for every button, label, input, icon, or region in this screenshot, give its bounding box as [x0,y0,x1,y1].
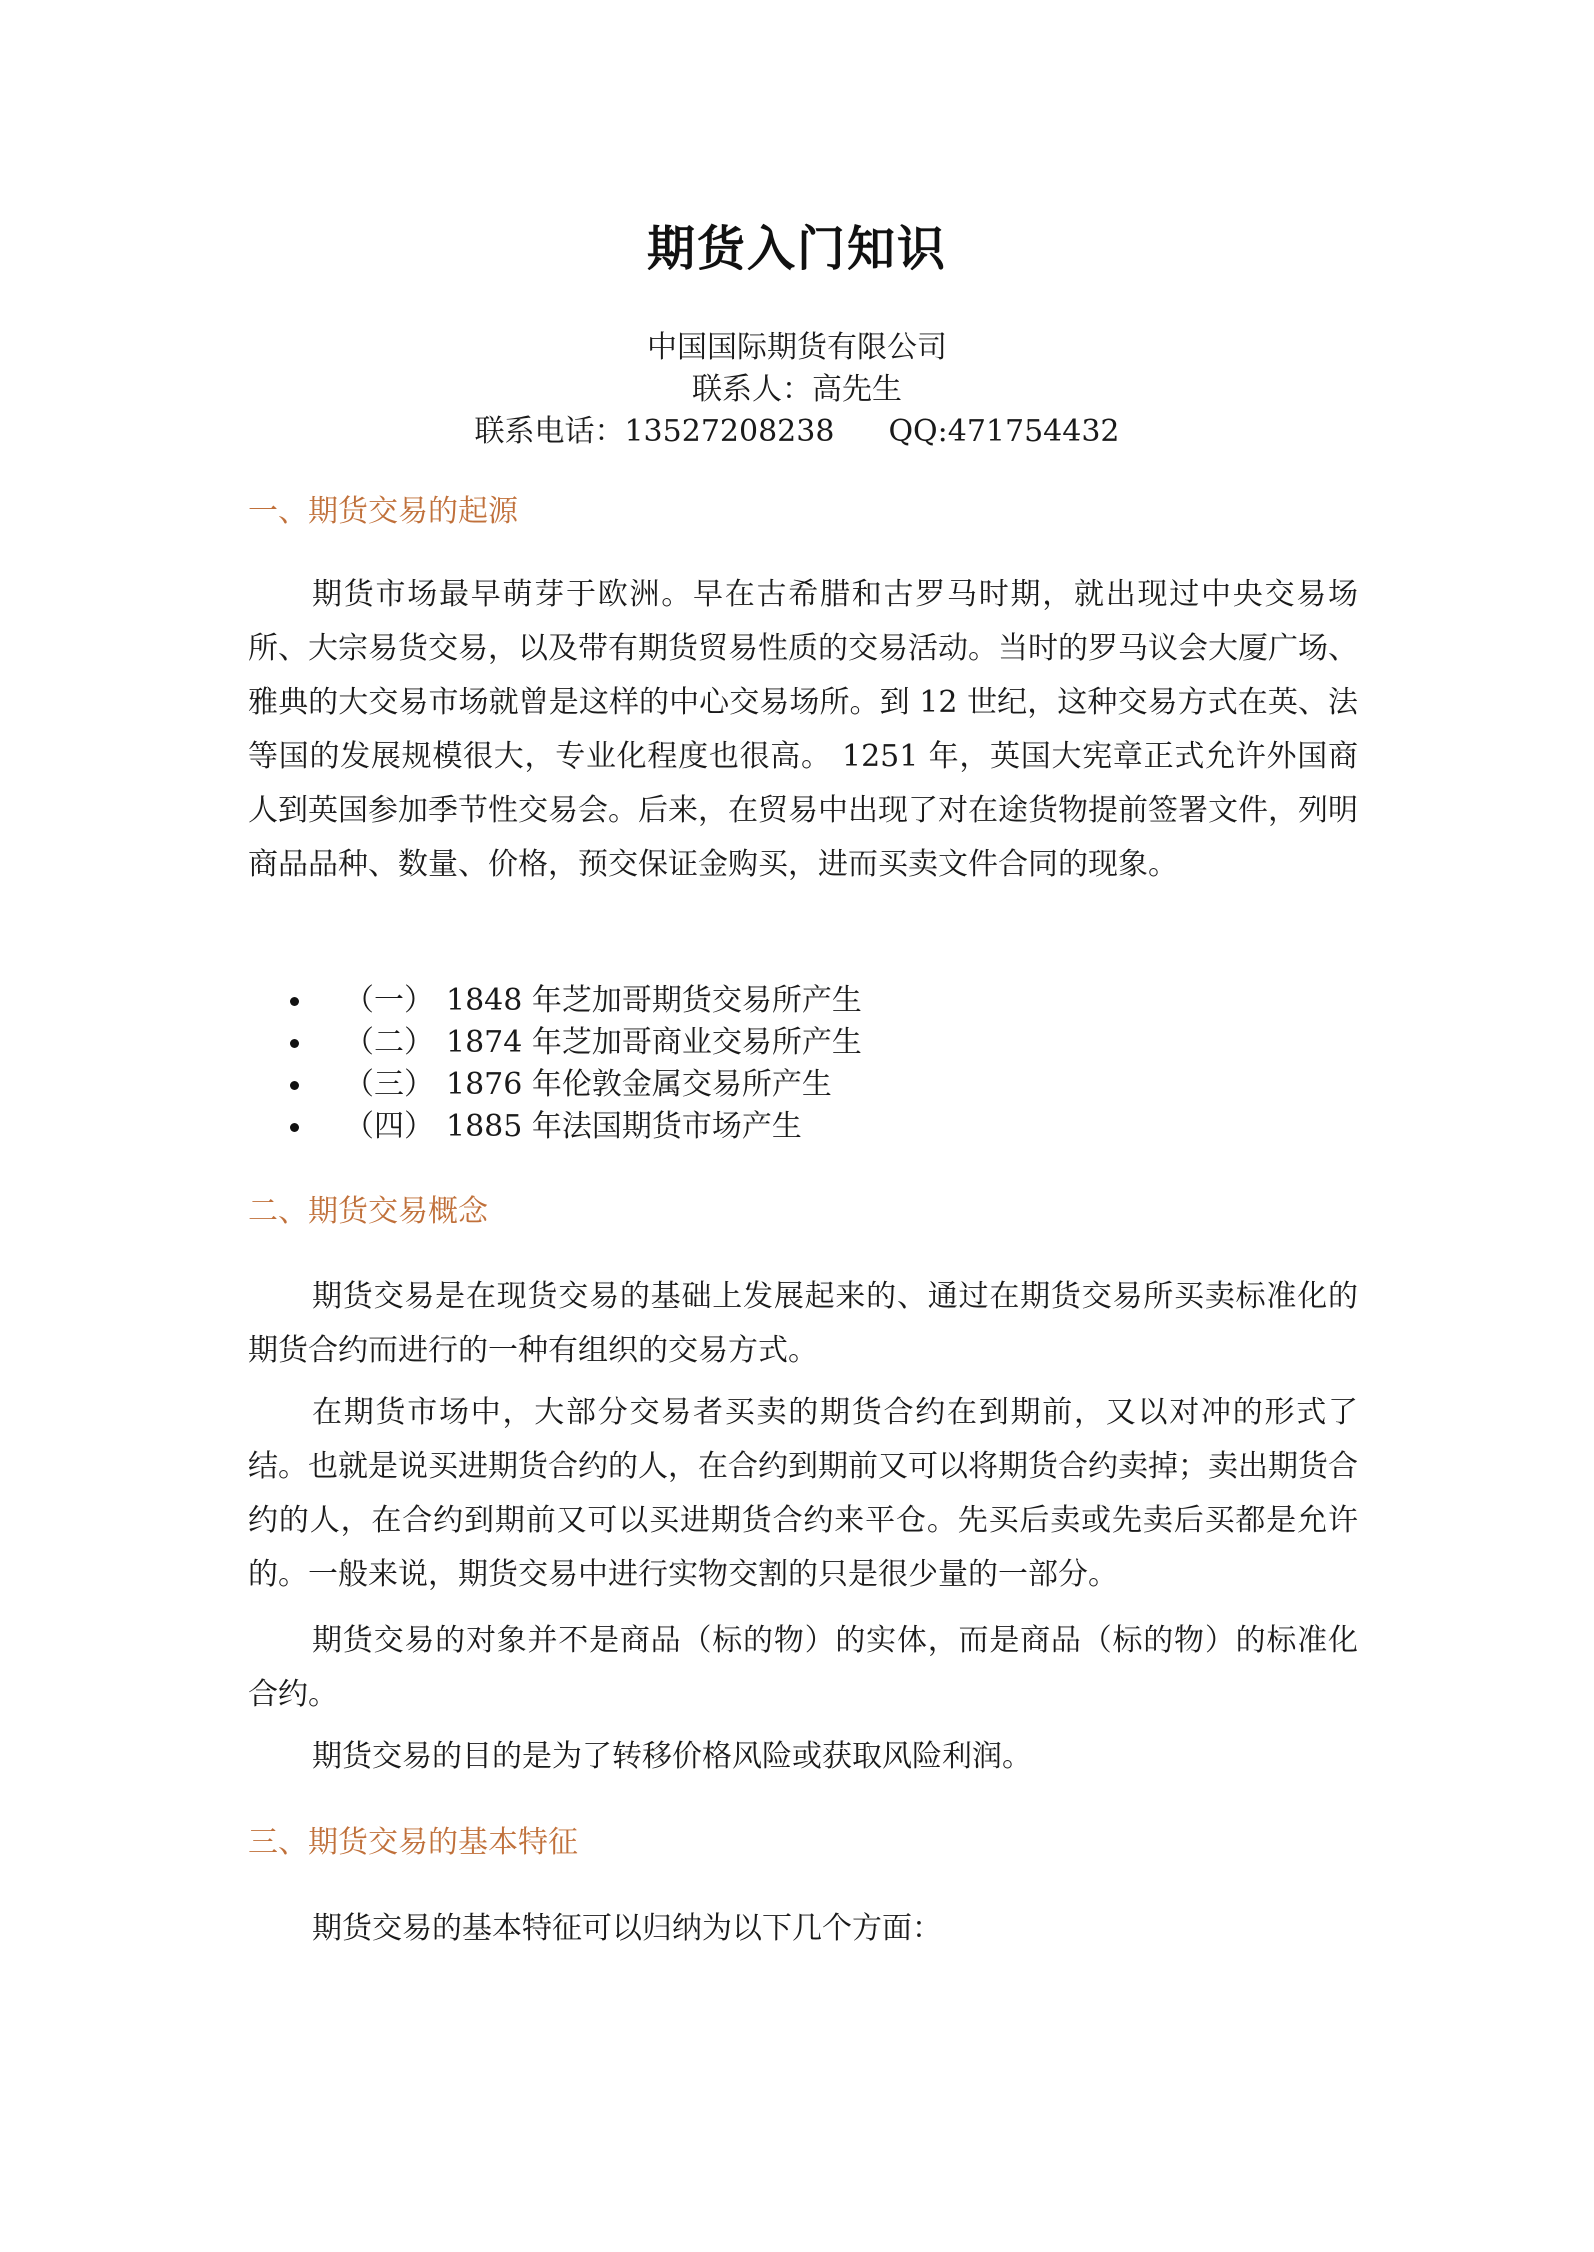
list-item-number: （三） [344,1067,434,1102]
contact-line [0,406,1594,450]
paragraph-features: 期货交易的基本特征可以归纳为以下几个方面： [312,1911,942,1946]
paragraph-origin: 期货市场最早萌芽于欧洲。早在古希腊和古罗马时期，就出现过中央交易场所、大宗易货交易，以及带有期货贸易性质的交易活动。当时的罗马议会大厦广场、雅典的大交易市场就曾是这样的中心交易场所。到 12 世纪，这种交易方式在英、法等国的发展规模很大，专业化程度也很高。 1251 年，英国大宪章正式允许外国商人到英国参加季节性交易会。后来，在贸易中出现了对在途货物提前签署文件，列明商品品种、数量、价格，预交保证金购买，进而买卖文件合同的现象。 [248,577,1358,882]
list-item-text: 1876 年伦敦金属交易所产生 [446,1067,832,1102]
list-item [290,1022,862,1064]
paragraph-concept-3: 期货交易的对象并不是商品（标的物）的实体，而是商品（标的物）的标准化合约。 [248,1623,1358,1712]
contact-person: 联系人：高先生 [692,372,902,407]
contact-qq: QQ:471754432 [888,414,1120,449]
paragraph-concept-4: 期货交易的目的是为了转移价格风险或获取风险利润。 [312,1739,1032,1774]
paragraph-concept-2: 在期货市场中，大部分交易者买卖的期货合约在到期前，又以对冲的形式了结。也就是说买进期货合约的人，在合约到期前又可以将期货合约卖掉；卖出期货合约的人，在合约到期前又可以买进期货合约来平仓。先买后卖或先卖后买都是允许的。一般来说，期货交易中进行实物交割的只是很少量的一部分。 [248,1395,1358,1592]
paragraph-concept-1: 期货交易是在现货交易的基础上发展起来的、通过在期货交易所买卖标准化的期货合约而进行的一种有组织的交易方式。 [248,1279,1358,1368]
list-item-text: 1885 年法国期货市场产生 [446,1109,802,1144]
bullet-icon [290,1081,299,1090]
list-item-number: （四） [344,1109,434,1144]
contact-phone: 联系电话：13527208238 [474,414,835,449]
list-item [290,980,862,1022]
list-item-number: （二） [344,1025,434,1060]
list-item-text: 1848 年芝加哥期货交易所产生 [446,983,862,1018]
document-title: 期货入门知识 [646,221,947,277]
milestone-list [290,980,862,1148]
section-heading-concept: 二、期货交易概念 [248,1194,488,1229]
section-heading-origin: 一、期货交易的起源 [248,494,518,529]
section-heading-features: 三、期货交易的基本特征 [248,1825,578,1860]
bullet-icon [290,1123,299,1132]
bullet-icon [290,997,299,1006]
list-item-text: 1874 年芝加哥商业交易所产生 [446,1025,862,1060]
list-item [290,1064,862,1106]
company-name: 中国国际期货有限公司 [647,330,947,365]
list-item [290,1106,862,1148]
bullet-icon [290,1039,299,1048]
list-item-number: （一） [344,983,434,1018]
